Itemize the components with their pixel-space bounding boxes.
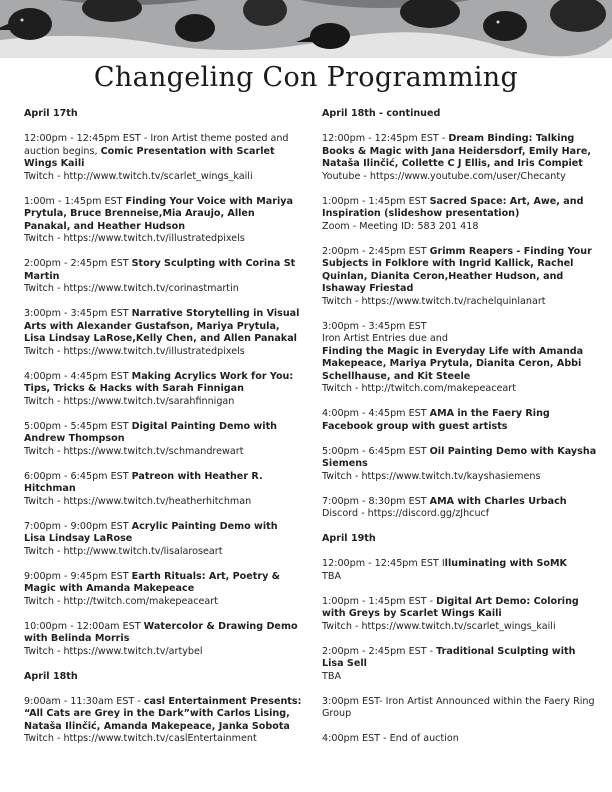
session-item (24, 471, 302, 509)
session-item (322, 246, 600, 309)
session-note: End of auction (389, 733, 459, 744)
session-time: 3:00pm - 3:45pm EST (322, 320, 427, 332)
session-item (24, 371, 302, 409)
session-title: Acrylic Painting Demo with Lisa Lindsay LaRose (24, 520, 278, 544)
session-item (24, 308, 302, 358)
day-heading-april-18-continued: April 18th - continued (322, 108, 441, 119)
session-stream-link[interactable]: Twitch - https://www.twitch.tv/kayshasiemens (322, 470, 541, 482)
session-title: Oil Painting Demo with Kaysha Siemens (322, 445, 597, 469)
session-stream-link[interactable]: Twitch - https://www.twitch.tv/caslEntertainment (24, 733, 257, 744)
session-item (24, 133, 302, 183)
session-title: AMA with Charles Urbach (429, 495, 567, 507)
session-stream-link[interactable]: Twitch - https://www.twitch.tv/rachelquinlanart (322, 295, 546, 307)
session-time: 2:00pm - 2:45pm EST (24, 258, 132, 269)
session-time: 7:00pm - 8:30pm EST (322, 495, 430, 507)
session-item (322, 196, 600, 234)
header-banner-illustration (0, 0, 612, 58)
session-item (322, 321, 600, 396)
session-title: AMA in the Faery Ring Facebook group with guest artists (322, 408, 550, 432)
session-time: 12:00pm - 12:45pm EST I (322, 558, 445, 569)
page-title: Changeling Con Programming (93, 62, 519, 93)
session-title: Making Acrylics Work for You: Tips, Tricks & Hacks with Sarah Finnigan (24, 370, 294, 394)
session-time: 2:00pm - 2:45pm EST (322, 245, 430, 257)
session-stream-link[interactable]: Zoom - Meeting ID: 583 201 418 (322, 220, 479, 232)
session-item (322, 446, 600, 484)
day-heading-april-18: April 18th (24, 670, 78, 682)
session-time: 4:00pm EST - (322, 733, 390, 744)
session-time: 5:00pm - 6:45pm EST (322, 445, 430, 457)
session-stream-link[interactable]: Twitch - http://twitch.com/makepeaceart (322, 383, 516, 394)
session-title: Story Sculpting with Corina St Martin (24, 258, 296, 282)
session-title: lluminating with SoMK (444, 558, 567, 569)
session-title: Watercolor & Drawing Demo with Belinda Morris (24, 620, 298, 644)
session-stream-link[interactable]: TBA (322, 670, 342, 682)
day-heading-april-19: April 19th (322, 533, 376, 544)
session-title: Earth Rituals: Art, Poetry & Magic with Amanda Makepeace (24, 570, 281, 594)
session-time: 10:00pm - 12:00am EST (24, 620, 144, 632)
session-title: Digital Painting Demo with Andrew Thompson (24, 420, 277, 444)
session-time: 3:00pm EST- (322, 695, 386, 707)
session-time: 6:00pm - 6:45pm EST (24, 470, 132, 482)
session-time: 1:00pm - 1:45pm EST (322, 195, 430, 207)
session-item (322, 133, 600, 183)
session-item (322, 558, 600, 583)
session-time: 1:00pm - 1:45pm EST - (322, 595, 437, 607)
session-item (322, 596, 600, 634)
session-time: 4:00pm - 4:45pm EST (24, 370, 132, 382)
session-item (24, 196, 302, 246)
session-time: 9:00am - 11:30am EST - (24, 695, 144, 707)
session-stream-link[interactable]: TBA (322, 570, 342, 582)
session-item (24, 521, 302, 559)
session-stream-link[interactable]: Twitch - https://www.twitch.tv/illustratedpixels (24, 345, 245, 357)
session-stream-link[interactable]: Twitch - http://www.twitch.tv/lisalaroseart (24, 545, 223, 557)
session-title: Finding Your Voice with Mariya Prytula, Bruce Brenneise,Mia Araujo, Allen Panakal, and Heather Hudson (24, 195, 293, 232)
session-stream-link[interactable]: Twitch - https://www.twitch.tv/schmandrewart (24, 445, 244, 457)
session-time: 7:00pm - 9:00pm EST (24, 520, 132, 532)
session-time: 1:00m - 1:45pm EST (24, 195, 126, 207)
session-stream-link[interactable]: Twitch - http://www.twitch.tv/scarlet_wings_kaili (24, 170, 253, 182)
session-item (24, 258, 302, 296)
session-item (322, 408, 600, 433)
session-title: Patreon with Heather R. Hitchman (24, 470, 263, 494)
session-title: Traditional Sculpting with Lisa Sell (322, 645, 576, 669)
session-item (322, 646, 600, 684)
session-time: 3:00pm - 3:45pm EST (24, 308, 132, 319)
session-time: 12:00pm - 12:45pm EST - (24, 133, 151, 144)
session-title: Narrative Storytelling in Visual Arts with Alexander Gustafson, Mariya Prytula, Lisa Lindsay LaRose,Kelly Chen, and Allen Panakal (24, 308, 300, 344)
session-item (322, 733, 600, 746)
session-note: Iron Artist theme posted and auction begins, (24, 133, 289, 157)
session-note: Iron Artist Announced within the Faery Ring Group (322, 695, 595, 719)
session-title: Dream Binding: Talking Books & Magic with Jana Heidersdorf, Emily Hare, Nataša Ilinčić, Collette C J Ellis, and Iris Compiet (322, 133, 591, 169)
session-stream-link[interactable]: Twitch - https://www.twitch.tv/corinastmartin (24, 283, 239, 294)
day-heading-april-17: April 17th (24, 108, 78, 119)
session-item (24, 621, 302, 659)
right-column (322, 108, 600, 758)
session-item (24, 421, 302, 459)
session-note: Iron Artist Entries due and (322, 333, 448, 344)
session-time: 9:00pm - 9:45pm EST (24, 570, 132, 582)
session-title: Sacred Space: Art, Awe, and Inspiration (slideshow presentation) (322, 195, 584, 219)
session-title: Finding the Magic in Everyday Life with Amanda Makepeace, Mariya Prytula, Dianita Ceron, Abbi Schellhause, and Kit Steele (322, 345, 584, 382)
session-stream-link[interactable]: Twitch - http://twitch.com/makepeaceart (24, 595, 218, 607)
session-time: 4:00pm - 4:45pm EST (322, 408, 430, 419)
session-item (322, 696, 600, 721)
session-item (322, 496, 600, 521)
session-stream-link[interactable]: Discord - https://discord.gg/zJhcucf (322, 508, 490, 519)
session-stream-link[interactable]: Twitch - https://www.twitch.tv/sarahfinnigan (24, 395, 235, 407)
session-stream-link[interactable]: Youtube - https://www.youtube.com/user/Checanty (322, 170, 566, 182)
session-stream-link[interactable]: Twitch - https://www.twitch.tv/artybel (24, 645, 203, 657)
session-title: casl Entertainment Presents: “All Cats are Grey in the Dark”with Carlos Lising, Nataša Ilinčić, Amanda Makepeace, Janka Sobota (24, 695, 302, 732)
session-stream-link[interactable]: Twitch - https://www.twitch.tv/heatherhitchman (24, 495, 252, 507)
session-time: 12:00pm - 12:45pm EST - (322, 133, 449, 144)
session-title: Grimm Reapers - Finding Your Subjects in Folklore with Ingrid Kallick, Rachel Quinlan, Dianita Ceron,Heather Hudson, and Ishaway Friestad (322, 245, 592, 294)
session-stream-link[interactable]: Twitch - https://www.twitch.tv/scarlet_wings_kaili (322, 620, 556, 632)
session-time: 5:00pm - 5:45pm EST (24, 420, 132, 432)
session-title: Comic Presentation with Scarlet Wings Kaili (24, 145, 275, 169)
session-item (24, 571, 302, 609)
session-stream-link[interactable]: Twitch - https://www.twitch.tv/illustratedpixels (24, 233, 245, 244)
session-time: 2:00pm - 2:45pm EST - (322, 645, 437, 657)
ravens-artwork (0, 0, 612, 58)
session-title: Digital Art Demo: Coloring with Greys by Scarlet Wings Kaili (322, 595, 579, 619)
session-item (24, 696, 302, 746)
left-column (24, 108, 302, 758)
